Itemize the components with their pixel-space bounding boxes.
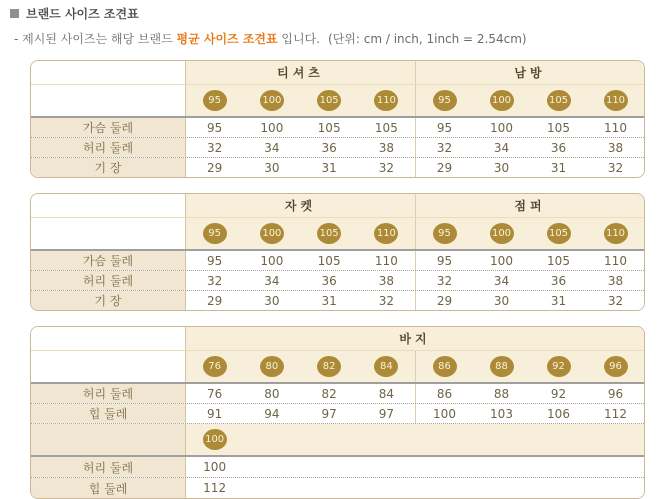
size-badge: 105 — [547, 90, 571, 111]
size-badge: 95 — [433, 90, 457, 111]
value-cell: 112 — [604, 406, 627, 421]
size-badge: 100 — [203, 429, 227, 450]
size-table-tshirt-shirt — [30, 60, 645, 178]
size-badge: 105 — [317, 90, 341, 111]
size-badge-row — [31, 85, 644, 116]
size-badge: 110 — [604, 90, 628, 111]
corner-cell — [31, 351, 186, 382]
size-table-pants — [30, 326, 645, 499]
value-cell: 29 — [206, 160, 223, 175]
value-cell: 31 — [550, 160, 567, 175]
value-cell: 34 — [493, 273, 510, 288]
row-label: 가슴 둘레 — [31, 251, 186, 270]
value-cell: 38 — [378, 140, 395, 155]
value-cell: 105 — [374, 120, 398, 135]
value-cell: 110 — [374, 253, 398, 268]
size-badge: 96 — [604, 356, 628, 377]
value-cell: 36 — [321, 140, 337, 155]
value-cell: 105 — [317, 120, 341, 135]
value-cell: 86 — [436, 386, 453, 401]
table-row — [31, 158, 644, 177]
value-cell: 34 — [264, 140, 280, 155]
table-row — [31, 251, 644, 270]
value-cell: 34 — [493, 140, 510, 155]
subtitle — [0, 22, 672, 47]
size-badge: 100 — [490, 90, 514, 111]
value-cell: 36 — [321, 273, 337, 288]
value-cell: 95 — [436, 120, 453, 135]
size-badge: 86 — [433, 356, 457, 377]
group-header: 점퍼 — [415, 194, 644, 217]
size-badge: 100 — [260, 90, 284, 111]
table-row — [31, 291, 644, 310]
group-header: 바지 — [399, 332, 431, 346]
row-label: 기 장 — [31, 291, 186, 310]
value-cell: 95 — [436, 253, 453, 268]
size-badge: 76 — [203, 356, 227, 377]
subtitle-pre: - 제시된 사이즈는 해당 브랜드 — [14, 32, 177, 46]
size-badge: 80 — [260, 356, 284, 377]
size-badge: 100 — [490, 223, 514, 244]
group-header: 남방 — [415, 61, 644, 84]
value-cell: 31 — [321, 293, 337, 308]
row-label: 가슴 둘레 — [31, 118, 186, 137]
row-label: 허리 둘레 — [31, 271, 186, 290]
value-cell: 95 — [206, 120, 223, 135]
size-badge: 105 — [547, 223, 571, 244]
value-cell: 32 — [607, 293, 624, 308]
value-cell: 96 — [607, 386, 624, 401]
value-cell: 29 — [436, 293, 453, 308]
row-label: 허리 둘레 — [31, 138, 186, 157]
size-badge: 84 — [374, 356, 398, 377]
value-cell: 29 — [206, 293, 223, 308]
value-cell: 32 — [206, 273, 223, 288]
value-cell: 32 — [436, 140, 453, 155]
size-badge: 88 — [490, 356, 514, 377]
group-header: 티셔츠 — [277, 66, 324, 80]
row-label: 힙 둘레 — [31, 404, 186, 423]
row-label-empty — [31, 424, 186, 455]
subtitle-highlight: 평균 사이즈 조견표 — [176, 32, 278, 46]
value-cell: 29 — [436, 160, 453, 175]
size-badge: 82 — [317, 356, 341, 377]
size-table-jacket-jumper — [30, 193, 645, 311]
value-cell: 30 — [493, 160, 510, 175]
value-cell: 38 — [607, 140, 624, 155]
value-cell: 97 — [321, 406, 337, 421]
table-row — [31, 118, 644, 137]
size-badge: 92 — [547, 356, 571, 377]
value-cell: 36 — [550, 273, 567, 288]
header-row — [31, 61, 644, 85]
row-label: 허리 둘레 — [31, 457, 186, 477]
size-badge: 95 — [203, 90, 227, 111]
value-cell: 106 — [547, 406, 570, 421]
size-badge: 95 — [203, 223, 227, 244]
value-cell: 100 — [490, 120, 513, 135]
table-row — [31, 271, 644, 290]
size-badge: 110 — [604, 223, 628, 244]
value-cell: 103 — [490, 406, 513, 421]
row-label: 기 장 — [31, 158, 186, 177]
value-cell: 95 — [206, 253, 223, 268]
size-badge-row — [31, 218, 644, 249]
value-cell: 82 — [321, 386, 337, 401]
corner-cell — [31, 327, 186, 350]
value-cell: 31 — [321, 160, 337, 175]
size-badge-row — [31, 351, 644, 382]
page-title-text: 브랜드 사이즈 조견표 — [26, 7, 139, 21]
table-row — [31, 404, 644, 423]
value-cell: 76 — [206, 386, 223, 401]
value-cell: 97 — [378, 406, 395, 421]
table-row — [31, 384, 644, 403]
table-row — [31, 478, 644, 498]
value-cell: 100 — [260, 253, 284, 268]
value-cell: 32 — [436, 273, 453, 288]
corner-cell — [31, 61, 186, 84]
value-cell: 105 — [547, 120, 570, 135]
size-badge: 100 — [260, 223, 284, 244]
value-cell: 32 — [378, 293, 395, 308]
value-cell: 110 — [604, 253, 627, 268]
corner-cell — [31, 85, 186, 116]
value-cell: 100 — [260, 120, 284, 135]
value-cell: 34 — [264, 273, 280, 288]
row-label: 힙 둘레 — [31, 478, 186, 498]
row-label: 허리 둘레 — [31, 384, 186, 403]
value-cell: 32 — [206, 140, 223, 155]
header-row — [31, 327, 644, 351]
value-cell: 80 — [264, 386, 280, 401]
header-row — [31, 194, 644, 218]
size-badge: 105 — [317, 223, 341, 244]
value-cell: 30 — [264, 160, 280, 175]
value-cell: 30 — [264, 293, 280, 308]
size-badge-row-extra — [31, 424, 644, 455]
value-cell: 88 — [493, 386, 510, 401]
value-cell: 112 — [203, 481, 227, 495]
corner-cell — [31, 218, 186, 249]
size-badge: 110 — [374, 223, 398, 244]
value-cell: 36 — [550, 140, 567, 155]
value-cell: 100 — [203, 460, 227, 474]
value-cell: 105 — [317, 253, 341, 268]
value-cell: 30 — [493, 293, 510, 308]
subtitle-unit: (단위: cm / inch, 1inch = 2.54cm) — [328, 32, 527, 46]
value-cell: 110 — [604, 120, 627, 135]
table-row — [31, 138, 644, 157]
square-bullet-icon — [10, 9, 19, 18]
value-cell: 91 — [206, 406, 223, 421]
value-cell: 38 — [607, 273, 624, 288]
group-header: 자켓 — [284, 199, 317, 213]
corner-cell — [31, 194, 186, 217]
value-cell: 92 — [550, 386, 567, 401]
value-cell: 31 — [550, 293, 567, 308]
value-cell: 32 — [607, 160, 624, 175]
value-cell: 100 — [433, 406, 456, 421]
size-badge: 95 — [433, 223, 457, 244]
value-cell: 32 — [378, 160, 395, 175]
value-cell: 38 — [378, 273, 395, 288]
size-badge: 110 — [374, 90, 398, 111]
value-cell: 105 — [547, 253, 570, 268]
table-row — [31, 457, 644, 477]
value-cell: 94 — [264, 406, 280, 421]
value-cell: 84 — [378, 386, 395, 401]
subtitle-post: 입니다. — [277, 32, 321, 46]
value-cell: 100 — [490, 253, 513, 268]
page-title — [0, 0, 672, 22]
